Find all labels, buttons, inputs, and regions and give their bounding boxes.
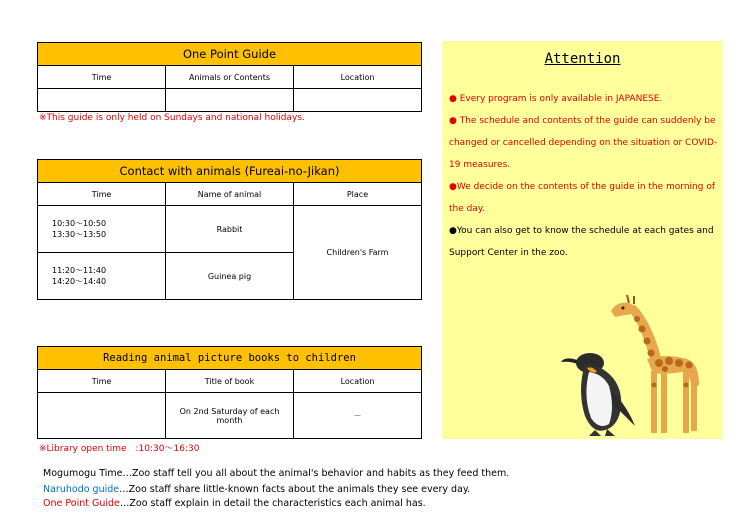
glossary-naruhodo [43,484,470,495]
time-text: 11:20～11:40 [52,266,107,275]
table-row [38,393,422,439]
one-point-guide-table [37,42,422,112]
time-text: 14:20～14:40 [52,277,107,286]
reading-books-table [37,346,422,439]
glossary-desc: …Zoo staff explain in detail the characteristics each animal has. [119,498,426,509]
glossary-term: Naruhodo guide [43,484,120,495]
column-header: Title of book [166,370,294,393]
column-header: Location [294,370,422,393]
column-header: Name of animal [166,183,294,206]
attention-title: Attention [544,51,621,67]
column-header: Place [294,183,422,206]
column-header: Time [38,66,166,89]
attention-item: ● The schedule and contents of the guide can suddenly be changed or cancelled depending on the situation or COVID-19 measures. [449,116,718,170]
table-title: Reading animal picture books to children [38,347,422,370]
place-cell: Children's Farm [294,206,422,300]
glossary-term: One Point Guide [43,498,120,509]
time-text: 10:30～10:50 [52,219,107,228]
glossary-one-point [43,498,426,509]
attention-panel [442,41,723,439]
giraffe-icon [607,293,723,439]
glossary-desc: …Zoo staff tell you all about the animal's behavior and habits as they feed them. [122,468,510,479]
library-note: ※Library open time :10:30～16:30 [39,444,200,454]
column-header: Location [294,66,422,89]
column-header: Time [38,183,166,206]
attention-item: ●You can also get to know the schedule at each gates and Support Center in the zoo. [449,226,714,258]
table-row [38,206,422,253]
time-cell [38,253,166,300]
table-cell [294,89,422,112]
attention-item: ●We decide on the contents of the guide in the morning of the day. [449,182,716,214]
time-cell [38,393,166,439]
glossary-mogumogu [43,468,509,479]
attention-item: ● Every program is only available in JAPANESE. [449,94,663,104]
location-cell: － [294,393,422,439]
glossary-desc: …Zoo staff share little-known facts about the animals they see every day. [119,484,471,495]
contact-animals-table [37,159,422,300]
glossary-term: Mogumogu Time [43,468,123,479]
table-title: Contact with animals (Fureai-no-Jikan) [38,160,422,183]
sunday-note: ※This guide is only held on Sundays and national holidays. [39,113,305,123]
animal-cell: Guinea pig [166,253,294,300]
column-header: Animals or Contents [166,66,294,89]
time-cell [38,206,166,253]
attention-list [449,88,721,264]
animal-cell: Rabbit [166,206,294,253]
time-text: 13:30～13:50 [52,230,107,239]
table-cell [38,89,166,112]
book-cell: On 2nd Saturday of each month [166,393,294,439]
table-cell [166,89,294,112]
table-title: One Point Guide [38,43,422,66]
column-header: Time [38,370,166,393]
